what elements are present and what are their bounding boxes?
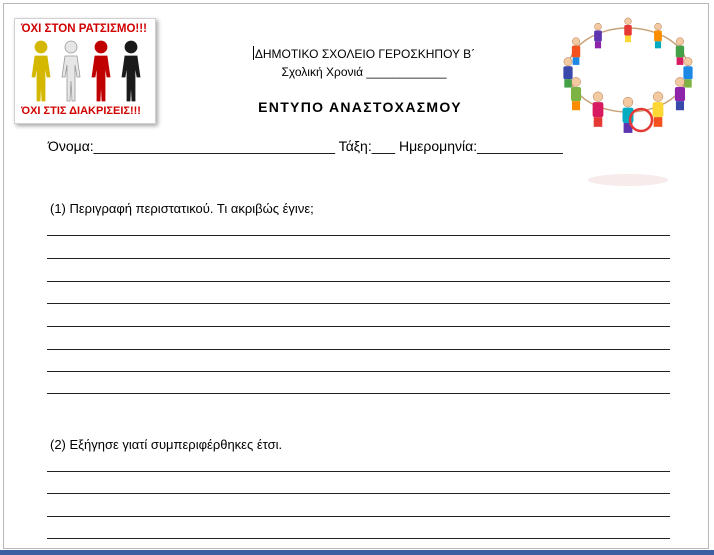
stick-figure [32,41,50,101]
child-figure [675,77,685,110]
answer-line[interactable] [47,471,670,472]
stick-figure [122,41,140,101]
answer-line[interactable] [47,371,670,372]
student-info-line: Όνομα:_______________________________ Τάξη:___ Ημερομηνία:___________ [48,138,563,154]
child-figure [594,23,602,48]
answer-line[interactable] [47,326,670,327]
logo-bottom-text: ΌΧΙ ΣΤΙΣ ΔΙΑΚΡΙΣΕΙΣ!!! [21,105,141,117]
answer-line[interactable] [47,281,670,282]
child-figure [563,58,572,88]
child-figure [571,77,581,110]
school-year: Σχολική Χρονιά ____________ [281,65,447,79]
child-figure [593,92,604,127]
answer-line[interactable] [47,538,670,539]
answer-line[interactable] [47,349,670,350]
no-racism-logo [14,18,156,124]
school-name-text: ΔΗΜΟΤΙΚΟ ΣΧΟΛΕΙΟ ΓΕΡΟΣΚΗΠΟΥ Β΄ [254,47,476,61]
question-1-label: (1) Περιγραφή περιστατικού. Τι ακριβώς έγινε; [50,201,314,216]
bottom-bar [0,550,714,555]
answer-line[interactable] [47,303,670,304]
child-figure [683,58,692,88]
reflection [588,174,668,186]
child-figure [624,18,632,42]
stick-figure [92,41,110,101]
document-title: ΕΝΤΥΠΟ ΑΝΑΣΤΟΧΑΣΜΟΥ [258,99,462,115]
question-2-label: (2) Εξήγησε γιατί συμπεριφέρθηκες έτσι. [50,437,283,452]
answer-line[interactable] [47,393,670,394]
child-figure [653,92,664,127]
stick-figure [62,41,80,101]
stick-figures-icon [25,39,149,105]
answer-line[interactable] [47,516,670,517]
answer-line[interactable] [47,258,670,259]
school-name [229,46,499,61]
child-figure [676,38,684,65]
answer-line[interactable] [47,493,670,494]
children-circle-illustration [553,8,703,193]
logo-top-text: ΌΧΙ ΣΤΟΝ ΡΑΤΣΙΣΜΟ!!! [21,23,147,35]
child-figure [654,23,662,48]
child-figure [572,38,580,65]
answer-line[interactable] [47,235,670,236]
